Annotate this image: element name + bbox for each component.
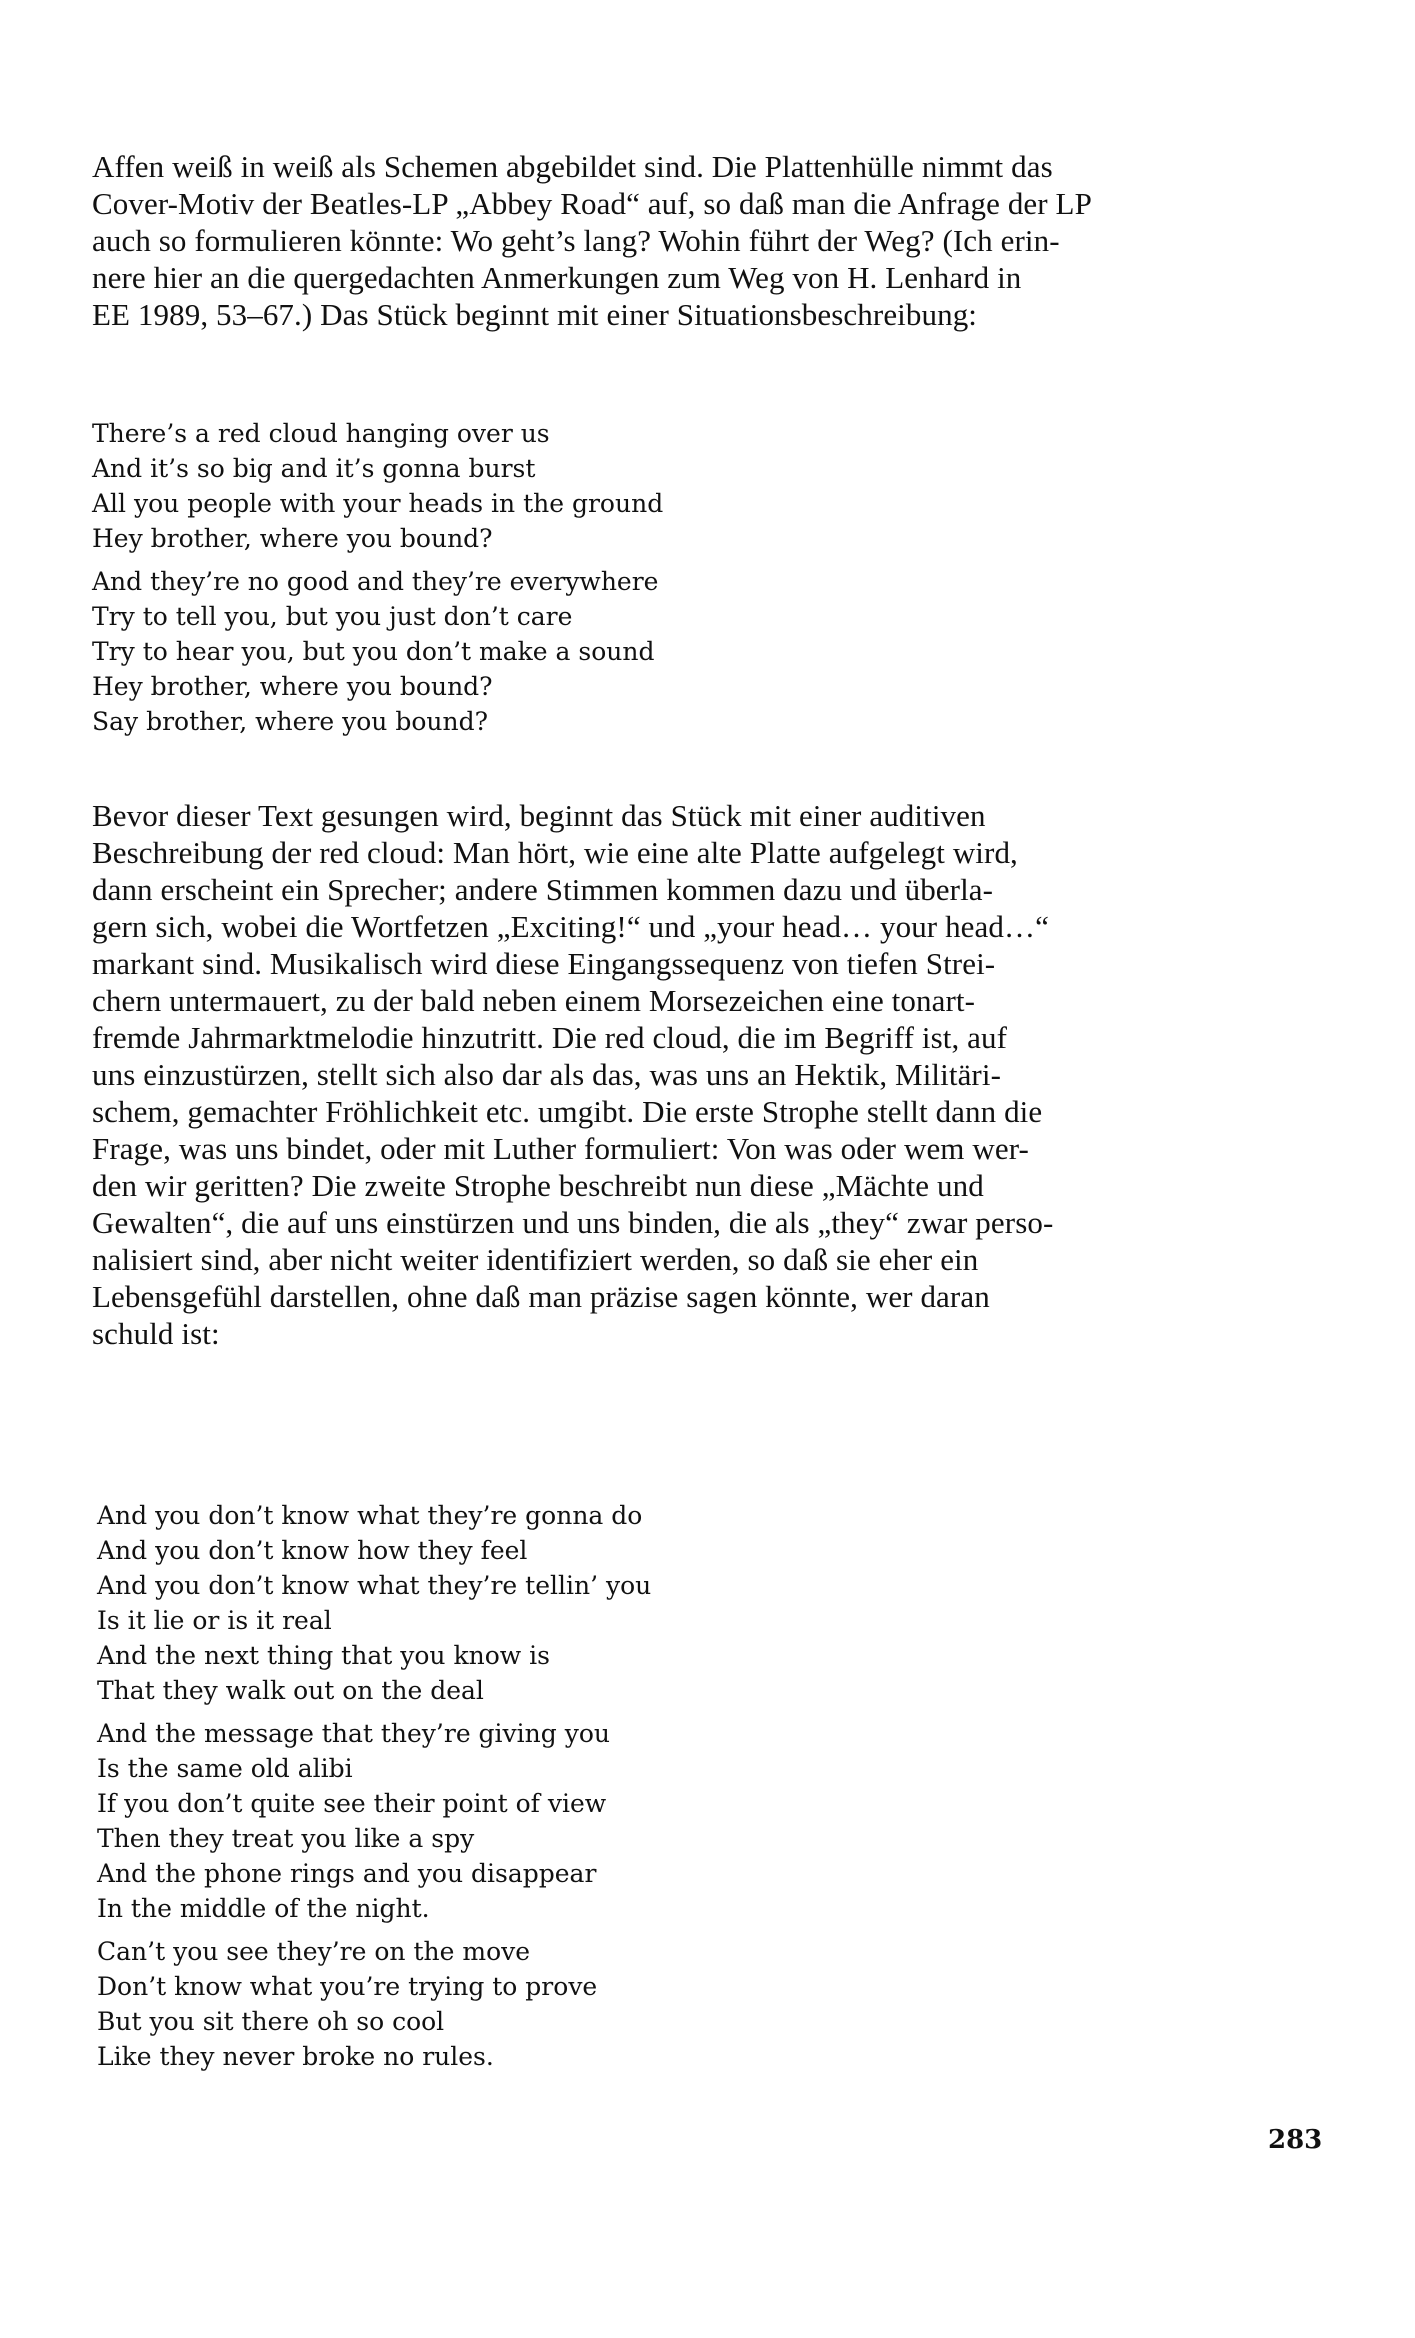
lyric-line: And the phone rings and you disappear (97, 1859, 597, 1888)
lyric-line: Then they treat you like a spy (97, 1824, 475, 1853)
lyric-line: That they walk out on the deal (97, 1676, 484, 1705)
lyrics-stanza (92, 564, 663, 739)
text-line: nalisiert sind, aber nicht weiter identifiziert werden, so daß sie eher ein (92, 1242, 979, 1277)
lyric-line: But you sit there oh so cool (97, 2007, 445, 2036)
lyric-line: In the middle of the night. (97, 1894, 430, 1923)
paragraph-analysis (92, 797, 1332, 1352)
lyrics-stanza (97, 1716, 651, 1926)
lyric-line: There’s a red cloud hanging over us (92, 419, 550, 448)
text-line: Affen weiß in weiß als Schemen abgebildet sind. Die Plattenhülle nimmt das (92, 149, 1053, 184)
lyrics-stanza (97, 1498, 651, 1708)
lyric-line: Like they never broke no rules. (97, 2042, 494, 2071)
paragraph-intro (92, 148, 1332, 333)
lyric-line: All you people with your heads in the ground (92, 489, 664, 518)
lyric-line: And you don’t know what they’re gonna do (97, 1501, 643, 1530)
text-line: markant sind. Musikalisch wird diese Eingangssequenz von tiefen Strei- (92, 946, 996, 981)
text-line: gern sich, wobei die Wortfetzen „Exciting!“ und „your head… your head…“ (92, 909, 1049, 944)
lyric-line: And you don’t know what they’re tellin’ you (97, 1571, 652, 1600)
text-line: Bevor dieser Text gesungen wird, beginnt das Stück mit einer auditiven (92, 798, 986, 833)
text-line: Cover-Motiv der Beatles-LP „Abbey Road“ auf, so daß man die Anfrage der LP (92, 186, 1092, 221)
text-line: Beschreibung der red cloud: Man hört, wie eine alte Platte aufgelegt wird, (92, 835, 1018, 870)
text-line: auch so formulieren könnte: Wo geht’s lang? Wohin führt der Weg? (Ich erin- (92, 223, 1060, 258)
lyric-line: And the message that they’re giving you (97, 1719, 611, 1748)
text-line: uns einzustürzen, stellt sich also dar als das, was uns an Hektik, Militäri- (92, 1057, 1001, 1092)
text-line: chern untermauert, zu der bald neben einem Morsezeichen eine tonart- (92, 983, 976, 1018)
text-line: dann erscheint ein Sprecher; andere Stimmen kommen dazu und überla- (92, 872, 994, 907)
lyric-line: Hey brother, where you bound? (92, 672, 493, 701)
text-line: fremde Jahrmarktmelodie hinzutritt. Die red cloud, die im Begriff ist, auf (92, 1020, 1008, 1055)
lyric-line: And the next thing that you know is (97, 1641, 550, 1670)
lyric-line: Hey brother, where you bound? (92, 524, 493, 553)
lyric-line: If you don’t quite see their point of view (97, 1789, 607, 1818)
lyrics-stanza (92, 416, 663, 556)
lyric-line: Can’t you see they’re on the move (97, 1937, 531, 1966)
lyric-line: Don’t know what you’re trying to prove (97, 1972, 598, 2001)
text-line: schem, gemachter Fröhlichkeit etc. umgibt. Die erste Strophe stellt dann die (92, 1094, 1043, 1129)
text-line: den wir geritten? Die zweite Strophe beschreibt nun diese „Mächte und (92, 1168, 984, 1203)
lyric-line: And they’re no good and they’re everywhere (92, 567, 659, 596)
lyrics-verse-1 (92, 416, 663, 739)
text-line: Frage, was uns bindet, oder mit Luther formuliert: Von was oder wem wer- (92, 1131, 1029, 1166)
lyric-line: Is the same old alibi (97, 1754, 353, 1783)
lyric-line: Try to tell you, but you just don’t care (92, 602, 573, 631)
lyrics-stanza (97, 1934, 651, 2074)
lyric-line: And it’s so big and it’s gonna burst (92, 454, 536, 483)
text-line: Lebensgefühl darstellen, ohne daß man präzise sagen könnte, wer daran (92, 1279, 990, 1314)
text-line: schuld ist: (92, 1316, 220, 1351)
lyric-line: Try to hear you, but you don’t make a sound (92, 637, 655, 666)
page-number: 283 (1268, 2125, 1323, 2155)
lyric-line: And you don’t know how they feel (97, 1536, 528, 1565)
text-line: Gewalten“, die auf uns einstürzen und uns binden, die als „they“ zwar perso- (92, 1205, 1054, 1240)
text-line: EE 1989, 53–67.) Das Stück beginnt mit einer Situationsbeschreibung: (92, 297, 978, 332)
lyric-line: Is it lie or is it real (97, 1606, 332, 1635)
lyric-line: Say brother, where you bound? (92, 707, 489, 736)
lyrics-verse-2 (97, 1498, 651, 2074)
text-line: nere hier an die quergedachten Anmerkungen zum Weg von H. Lenhard in (92, 260, 1022, 295)
